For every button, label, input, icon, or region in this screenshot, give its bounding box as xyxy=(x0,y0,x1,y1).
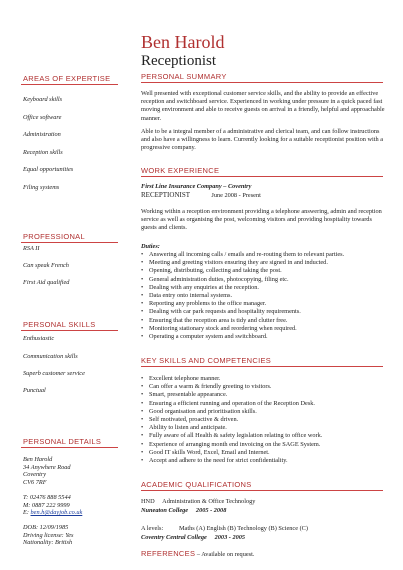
extra-details-block xyxy=(23,524,74,547)
references-line xyxy=(141,550,387,559)
professional-heading: PROFESSIONAL xyxy=(23,232,85,241)
phone-mobile: M: 0887 222 9999 xyxy=(23,501,70,509)
references-text: – Available on request. xyxy=(195,551,255,558)
nationality: Nationality: British xyxy=(23,539,73,546)
key-skill-item: • Ensuring a efficient running and operation of the Reception Desk. xyxy=(141,400,387,408)
duty-item: • Reporting any problems to the office manager. xyxy=(141,300,387,308)
professional-item: First Aid qualified xyxy=(23,279,70,286)
qualifications-heading: ACADEMIC QUALIFICATIONS xyxy=(141,480,252,489)
personal-details-heading: PERSONAL DETAILS xyxy=(23,437,102,446)
expertise-item: Keyboard skills xyxy=(23,96,63,103)
job-dates: June 2008 - Present xyxy=(211,192,261,199)
hnd-college: Nuneaton College 2005 - 2008 xyxy=(141,507,227,514)
personal-details-rule xyxy=(21,447,118,448)
key-skill-item: • Self motivated, proactive & driven. xyxy=(141,416,387,424)
job-line xyxy=(141,191,387,200)
experience-rule xyxy=(141,176,383,177)
summary-paragraph-2: Able to be a integral member of a administrative and clerical team, and can follow instructions and also have a willingness to learn. Currently looking for a suitable receptionist position with a progressive company. xyxy=(141,128,384,152)
address-line: Coventry xyxy=(23,471,47,478)
key-skill-item: • Ability to listen and anticipate. xyxy=(141,424,387,432)
key-skills-heading: KEY SKILLS AND COMPETENCIES xyxy=(141,356,272,365)
duty-item: • Meeting and greeting visitors ensuring they are signed in and inducted. xyxy=(141,259,387,267)
alevels-college: Coventry Central College 2003 - 2005 xyxy=(141,534,246,541)
personal-skill-item: Enthusiastic xyxy=(23,335,55,342)
address-line: CV6 7RF xyxy=(23,478,47,486)
duty-item: • Monitoring stationary stock and reordering when required. xyxy=(141,325,387,333)
key-skill-item: • Accept and adhere to the need for strict confidentiality. xyxy=(141,457,387,465)
professional-item: RSA II xyxy=(23,245,40,252)
key-skill-item: • Excellent telephone manner. xyxy=(141,375,387,383)
key-skills-rule xyxy=(141,366,383,367)
email-label: E: xyxy=(23,509,29,516)
candidate-role: Receptionist xyxy=(141,53,216,69)
duty-item: • Dealing with any enquiries at the reception. xyxy=(141,284,387,292)
duties-list xyxy=(141,251,387,341)
key-skill-item: • Smart, presentable appearance. xyxy=(141,391,387,399)
job-position: RECEPTIONIST xyxy=(141,191,190,199)
duty-item: • Opening, distributing, collecting and taking the post. xyxy=(141,267,387,275)
professional-rule xyxy=(21,242,118,243)
phone-block xyxy=(23,494,82,517)
employer-name: First Line Insurance Company – Coventry xyxy=(141,183,252,190)
address-line: 34 Anywhere Road xyxy=(23,463,71,471)
duty-item: • General administration duties, photocopying, filing etc. xyxy=(141,276,387,284)
duty-item: • Data entry onto internal systems. xyxy=(141,292,387,300)
qualifications-rule xyxy=(141,490,383,491)
key-skills-list xyxy=(141,375,387,465)
references-heading: REFERENCES xyxy=(141,549,196,558)
driving-license: Driving license: Yes xyxy=(23,531,74,539)
duty-item: • Ensuring that the reception area is tidy and clutter free. xyxy=(141,317,387,325)
professional-item: Can speak French xyxy=(23,262,69,269)
summary-heading: PERSONAL SUMMARY xyxy=(141,72,227,81)
personal-skill-item: Punctual xyxy=(23,387,46,394)
key-skill-item: • Good organisation and prioritisation skills. xyxy=(141,408,387,416)
hnd-line: HND Administration & Office Technology xyxy=(141,498,256,505)
key-skill-item: • Can offer a warm & friendly greeting to visitors. xyxy=(141,383,387,391)
personal-skills-heading: PERSONAL SKILLS xyxy=(23,320,96,329)
alevels-line: A levels: Maths (A) English (B) Technology (B) Science (C) xyxy=(141,525,308,532)
duty-item: • Operating a computer system and switchboard. xyxy=(141,333,387,341)
key-skill-item: • Experience of arranging month end invoicing on the SAGE System. xyxy=(141,441,387,449)
job-description: Working within a reception environment providing a telephone answering, admin and reception service as well as organising the post, welcoming visitors and providing hospitality towards guests and clients. xyxy=(141,208,382,232)
summary-paragraph-1: Well presented with exceptional customer service skills, and the ability to provide an effective reception and switchboard service. Experienced in working under pressure in a quick paced fast moving environment and able to receive guests on arrival in a friendly, helpful and approachable manner. xyxy=(141,90,385,122)
key-skill-item: • Fully aware of all Health & safety legislation relating to office work. xyxy=(141,432,387,440)
experience-heading: WORK EXPERIENCE xyxy=(141,166,220,175)
candidate-name: Ben Harold xyxy=(141,32,225,52)
key-skill-item: • Good IT skills Word, Excel, Email and Internet. xyxy=(141,449,387,457)
email-link[interactable]: ben.h@dayjob.co.uk xyxy=(30,509,83,516)
address-line: Ben Harold xyxy=(23,456,53,463)
expertise-item: Office software xyxy=(23,114,62,121)
duties-label: Duties: xyxy=(141,243,160,250)
duty-item: • Dealing with car park requests and hospitality requirements. xyxy=(141,308,387,316)
phone-landline: T: 02476 888 5544 xyxy=(23,494,71,501)
expertise-item: Equal opportunities xyxy=(23,166,74,173)
dob: DOB: 12/09/1985 xyxy=(23,524,69,531)
expertise-rule xyxy=(21,84,118,85)
personal-skill-item: Superb customer service xyxy=(23,370,85,377)
expertise-item: Filing systems xyxy=(23,184,60,191)
email-line xyxy=(23,509,82,517)
expertise-item: Reception skills xyxy=(23,149,63,156)
duty-item: • Answering all incoming calls / emails and re-routing them to relevant parties. xyxy=(141,251,387,259)
expertise-heading: AREAS OF EXPERTISE xyxy=(23,74,111,83)
contact-block xyxy=(23,456,71,486)
personal-skill-item: Communication skills xyxy=(23,353,78,360)
personal-skills-rule xyxy=(21,330,118,331)
expertise-item: Administration xyxy=(23,131,61,138)
summary-rule xyxy=(141,82,383,83)
